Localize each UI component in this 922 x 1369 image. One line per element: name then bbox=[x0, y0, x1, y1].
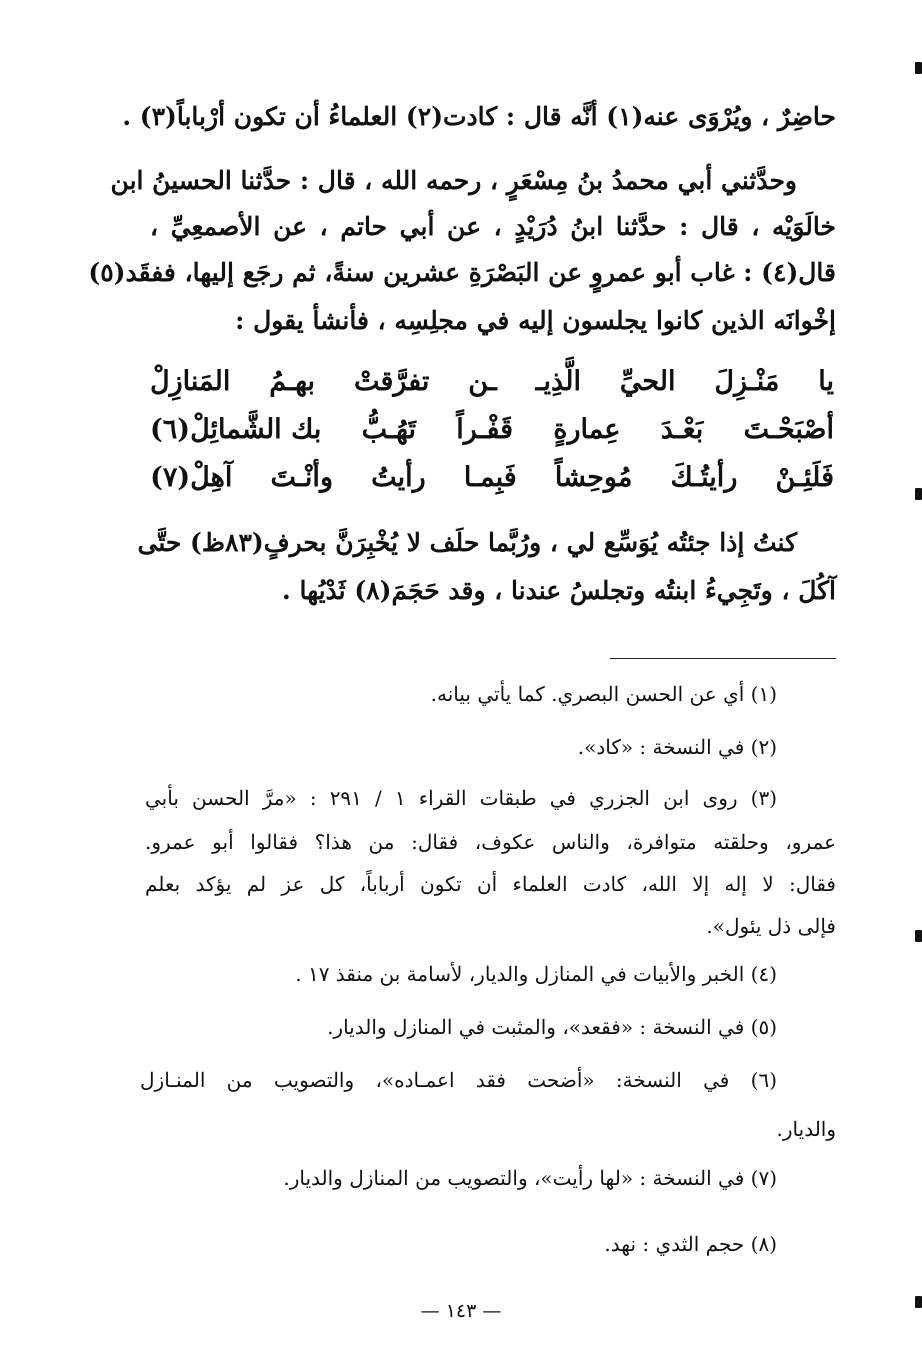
poem-verse-1 bbox=[150, 366, 834, 397]
edge-mark bbox=[915, 930, 922, 942]
footnote-3-line-4: فإلى ذل يئول». bbox=[706, 914, 836, 938]
verse-word: الَّذِيـ bbox=[535, 366, 581, 397]
footnote-5: (٥) في النسخة : «فقعد»، والمثبت في المنازل والديار. bbox=[327, 1015, 777, 1039]
verse-word: آهِلْ(٧) bbox=[150, 462, 233, 493]
verse-word: وأنْـتَ bbox=[270, 462, 333, 493]
verse-word: يا bbox=[818, 366, 834, 397]
footnote-1: (١) أي عن الحسن البصري. كما يأتي بيانه. bbox=[430, 682, 777, 706]
verse-word: رأيتُـكَ bbox=[670, 462, 738, 493]
verse-word: الحيِّ bbox=[619, 366, 676, 397]
footnote-8: (٨) حجم الثدي : نهد. bbox=[604, 1232, 777, 1256]
verse-word: مَنْـزِلَ bbox=[714, 366, 780, 397]
edge-mark bbox=[915, 62, 922, 74]
verse-word: مُوحِشاً bbox=[554, 462, 633, 493]
edge-mark bbox=[915, 488, 922, 500]
verse-word: عِمارةٍ bbox=[553, 414, 621, 445]
footnote-3-line-2: عمرو، وحلقته متوافرة، والناس عكوف، فقال: من هذا؟ فقالوا أبو عمرو. bbox=[145, 830, 836, 854]
verse-word: بهـمُ bbox=[269, 366, 316, 397]
verse-word: بَعْـدَ bbox=[660, 414, 704, 445]
poem-verse-3 bbox=[150, 462, 834, 493]
footnote-6-line-1: (٦) في النسخة: «أضحت فقد اعمـاده»، والتصويب من المنـازل bbox=[140, 1068, 777, 1092]
body-paragraph-1: حاضِرٌ ، ويُرْوَى عنه(١) أنَّه قال : كادت(٢) العلماءُ أن تكون أرْباباً(٣) . bbox=[122, 102, 836, 131]
body-paragraph-2-line-1: وحدَّثني أبي محمدُ بنُ مِسْعَرٍ ، رحمه الله ، قال : حدَّثنا الحسينُ ابن bbox=[110, 166, 797, 195]
verse-word: ـن bbox=[468, 366, 497, 397]
footnote-6-line-2: والديار. bbox=[776, 1117, 836, 1141]
body-paragraph-3-line-2: آكُلَ ، وتَجِيءُ ابنتُه وتجلسُ عندنا ، وقد حَجَمَ(٨) ثَدْيُها . bbox=[282, 576, 836, 605]
footnote-separator bbox=[610, 658, 836, 659]
verse-word: المَنازِلْ bbox=[150, 366, 231, 397]
verse-word: قَفْـراً bbox=[456, 414, 514, 445]
footnote-7: (٧) في النسخة : «لها رأيت»، والتصويب من المنازل والديار. bbox=[283, 1166, 777, 1190]
footnote-4: (٤) الخبر والأبيات في المنازل والديار، لأسامة بن منقذ ١٧ . bbox=[295, 962, 777, 986]
page-number: — ١٤٣ — bbox=[420, 1300, 502, 1322]
verse-word: بك الشَّمائِلْ(٦) bbox=[150, 414, 322, 445]
verse-word: فَلَئِـنْ bbox=[775, 462, 834, 493]
edge-mark bbox=[915, 1296, 922, 1308]
verse-word: رأيتُ bbox=[371, 462, 426, 493]
body-paragraph-2-line-4: إخْوانَه الذين كانوا يجلسون إليه في مجلِسِه ، فأنشأ يقول : bbox=[235, 306, 836, 335]
verse-word: فَبِمـا bbox=[463, 462, 517, 493]
body-paragraph-2-line-3: قال(٤) : غاب أبو عمروٍ عن البَصْرَةِ عشرين سنةً، ثم رجَع إليها، ففقَد(٥) bbox=[88, 258, 836, 287]
verse-word: أصْبَحْـتَ bbox=[743, 414, 834, 445]
poem-verse-2 bbox=[150, 414, 834, 445]
footnote-3-line-1: (٣) روى ابن الجزري في طبقات القراء ١ / ٢٩١ : «مرَّ الحسن بأبي bbox=[145, 786, 777, 810]
body-paragraph-2-line-2: خالَوَيْه ، قال : حدَّثنا ابنُ دُرَيْدٍ ، عن أبي حاتم ، عن الأصمعِيِّ ، bbox=[150, 212, 836, 241]
footnote-3-line-3: فقال: لا إله إلا الله، كادت العلماء أن تكون أرباباً، كل عز لم يؤكد بعلم bbox=[145, 872, 836, 896]
verse-word: تَهُـبُّ bbox=[361, 414, 416, 445]
body-paragraph-3-line-1: كنتُ إذا جئتُه يُوَسِّع لي ، ورُبَّما حلَف لا يُخْبِرَنَّ بحرفٍ(٨٣ظ) حتَّى bbox=[137, 528, 797, 557]
verse-word: تفرَّقتْ bbox=[353, 366, 430, 397]
footnote-2: (٢) في النسخة : «كاد». bbox=[577, 735, 777, 759]
